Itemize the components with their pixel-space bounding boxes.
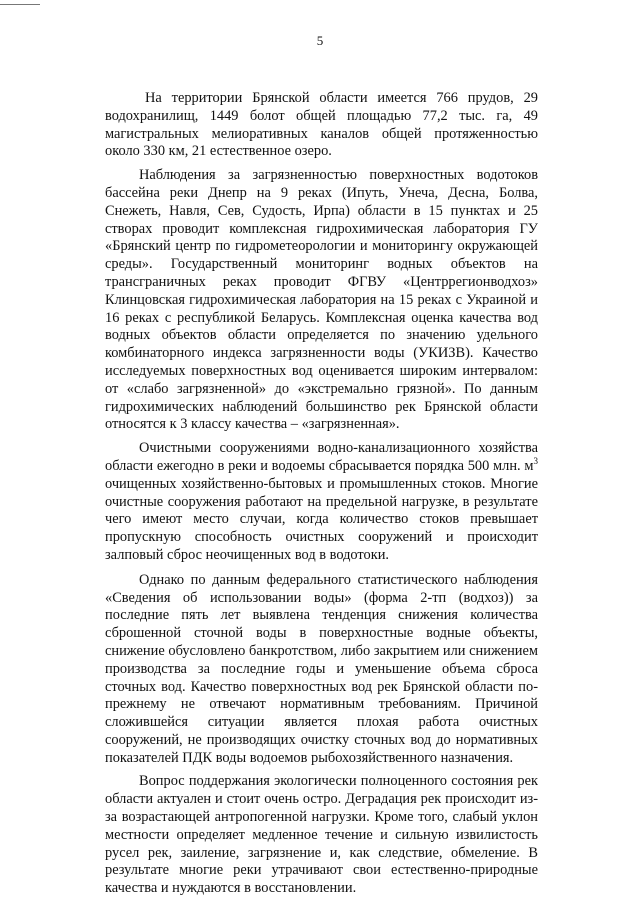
paragraph-river-degradation: Вопрос поддержания экологически полноценного состояния рек области актуален и стоит очень остро. Деградация рек происходит из-за возрастающей антропогенной нагрузки. Кроме того, слабый уклон местности определяет медленное течение и сильную извилистость русел рек, заиление, загрязнение и, как следствие, обмеление. В результате многие реки утрачивают свои естественно-природные качества и нуждаются в восстановлении. (105, 773, 538, 897)
cubic-superscript: 3 (533, 456, 538, 467)
top-rule (0, 4, 40, 5)
paragraph-statistics: Однако по данным федерального статистического наблюдения «Сведения об использовании воды» (форма 2-тп (водхоз)) за последние пять лет выявлена тенденция снижения количества сброшенной сточной воды в поверхностные водные объекты, снижение обусловлено банкротством, либо закрытием или снижением производства за последние годы и уменьшение объема сброса сточных вод. Качество поверхностных вод рек Брянской области по-прежнему не отвечают нормативным требованиям. Причиной сложившейся ситуации является плохая работа очистных сооружений, не производящих очистку сточных вод до нормативных показателей ПДК воды водоемов рыбохозяйственного назначения. (105, 571, 538, 766)
paragraph-treatment-text-end: очищенных хозяйственно-бытовых и промышленных стоков. Многие очистные сооружения работают на предельной нагрузке, в результате чего имеют место случаи, когда количество стоков превышает пропускную способность очистных сооружений и происходит залповый сброс неочищенных вод в водотоки. (105, 475, 538, 563)
paragraph-treatment-facilities (105, 440, 538, 565)
document-body (105, 90, 538, 898)
page-number: 5 (316, 33, 324, 48)
paragraph-monitoring: Наблюдения за загрязненностью поверхностных водотоков бассейна реки Днепр на 9 реках (Ипуть, Унеча, Десна, Болва, Снежеть, Навля, Сев, Судость, Ирпа) области в 15 пунктах и 25 створах проводит комплексная гидрохимическая лаборатория ГУ «Брянский центр по гидрометеорологии и мониторингу окружающей среды». Государственный мониторинг водных объектов на трансграничных реках проводит ФГВУ «Центррегионводхоз» Клинцовская гидрохимическая лаборатория на 15 реках с Украиной и 16 реках с республикой Беларусь. Комплексная оценка качества вод водных объектов области определяется по значению удельного комбинаторного индекса загрязненности воды (УКИЗВ). Качество исследуемых поверхностных вод оценивается широким интервалом: от «слабо загрязненной» до «экстремально грязной». По данным гидрохимических наблюдений большинство рек Брянской области относятся к 3 классу качества – «загрязненная». (105, 167, 538, 433)
paragraph-water-bodies: На территории Брянской области имеется 766 прудов, 29 водохранилищ, 1449 болот общей площадью 77,2 тыс. га, 49 магистральных мелиоративных каналов общей протяженностью около 330 км, 21 естественное озеро. (105, 90, 538, 160)
paragraph-treatment-text-start: Очистными сооружениями водно-канализационного хозяйства области ежегодно в реки и водоемы сбрасывается порядка 500 млн. м (105, 440, 538, 474)
